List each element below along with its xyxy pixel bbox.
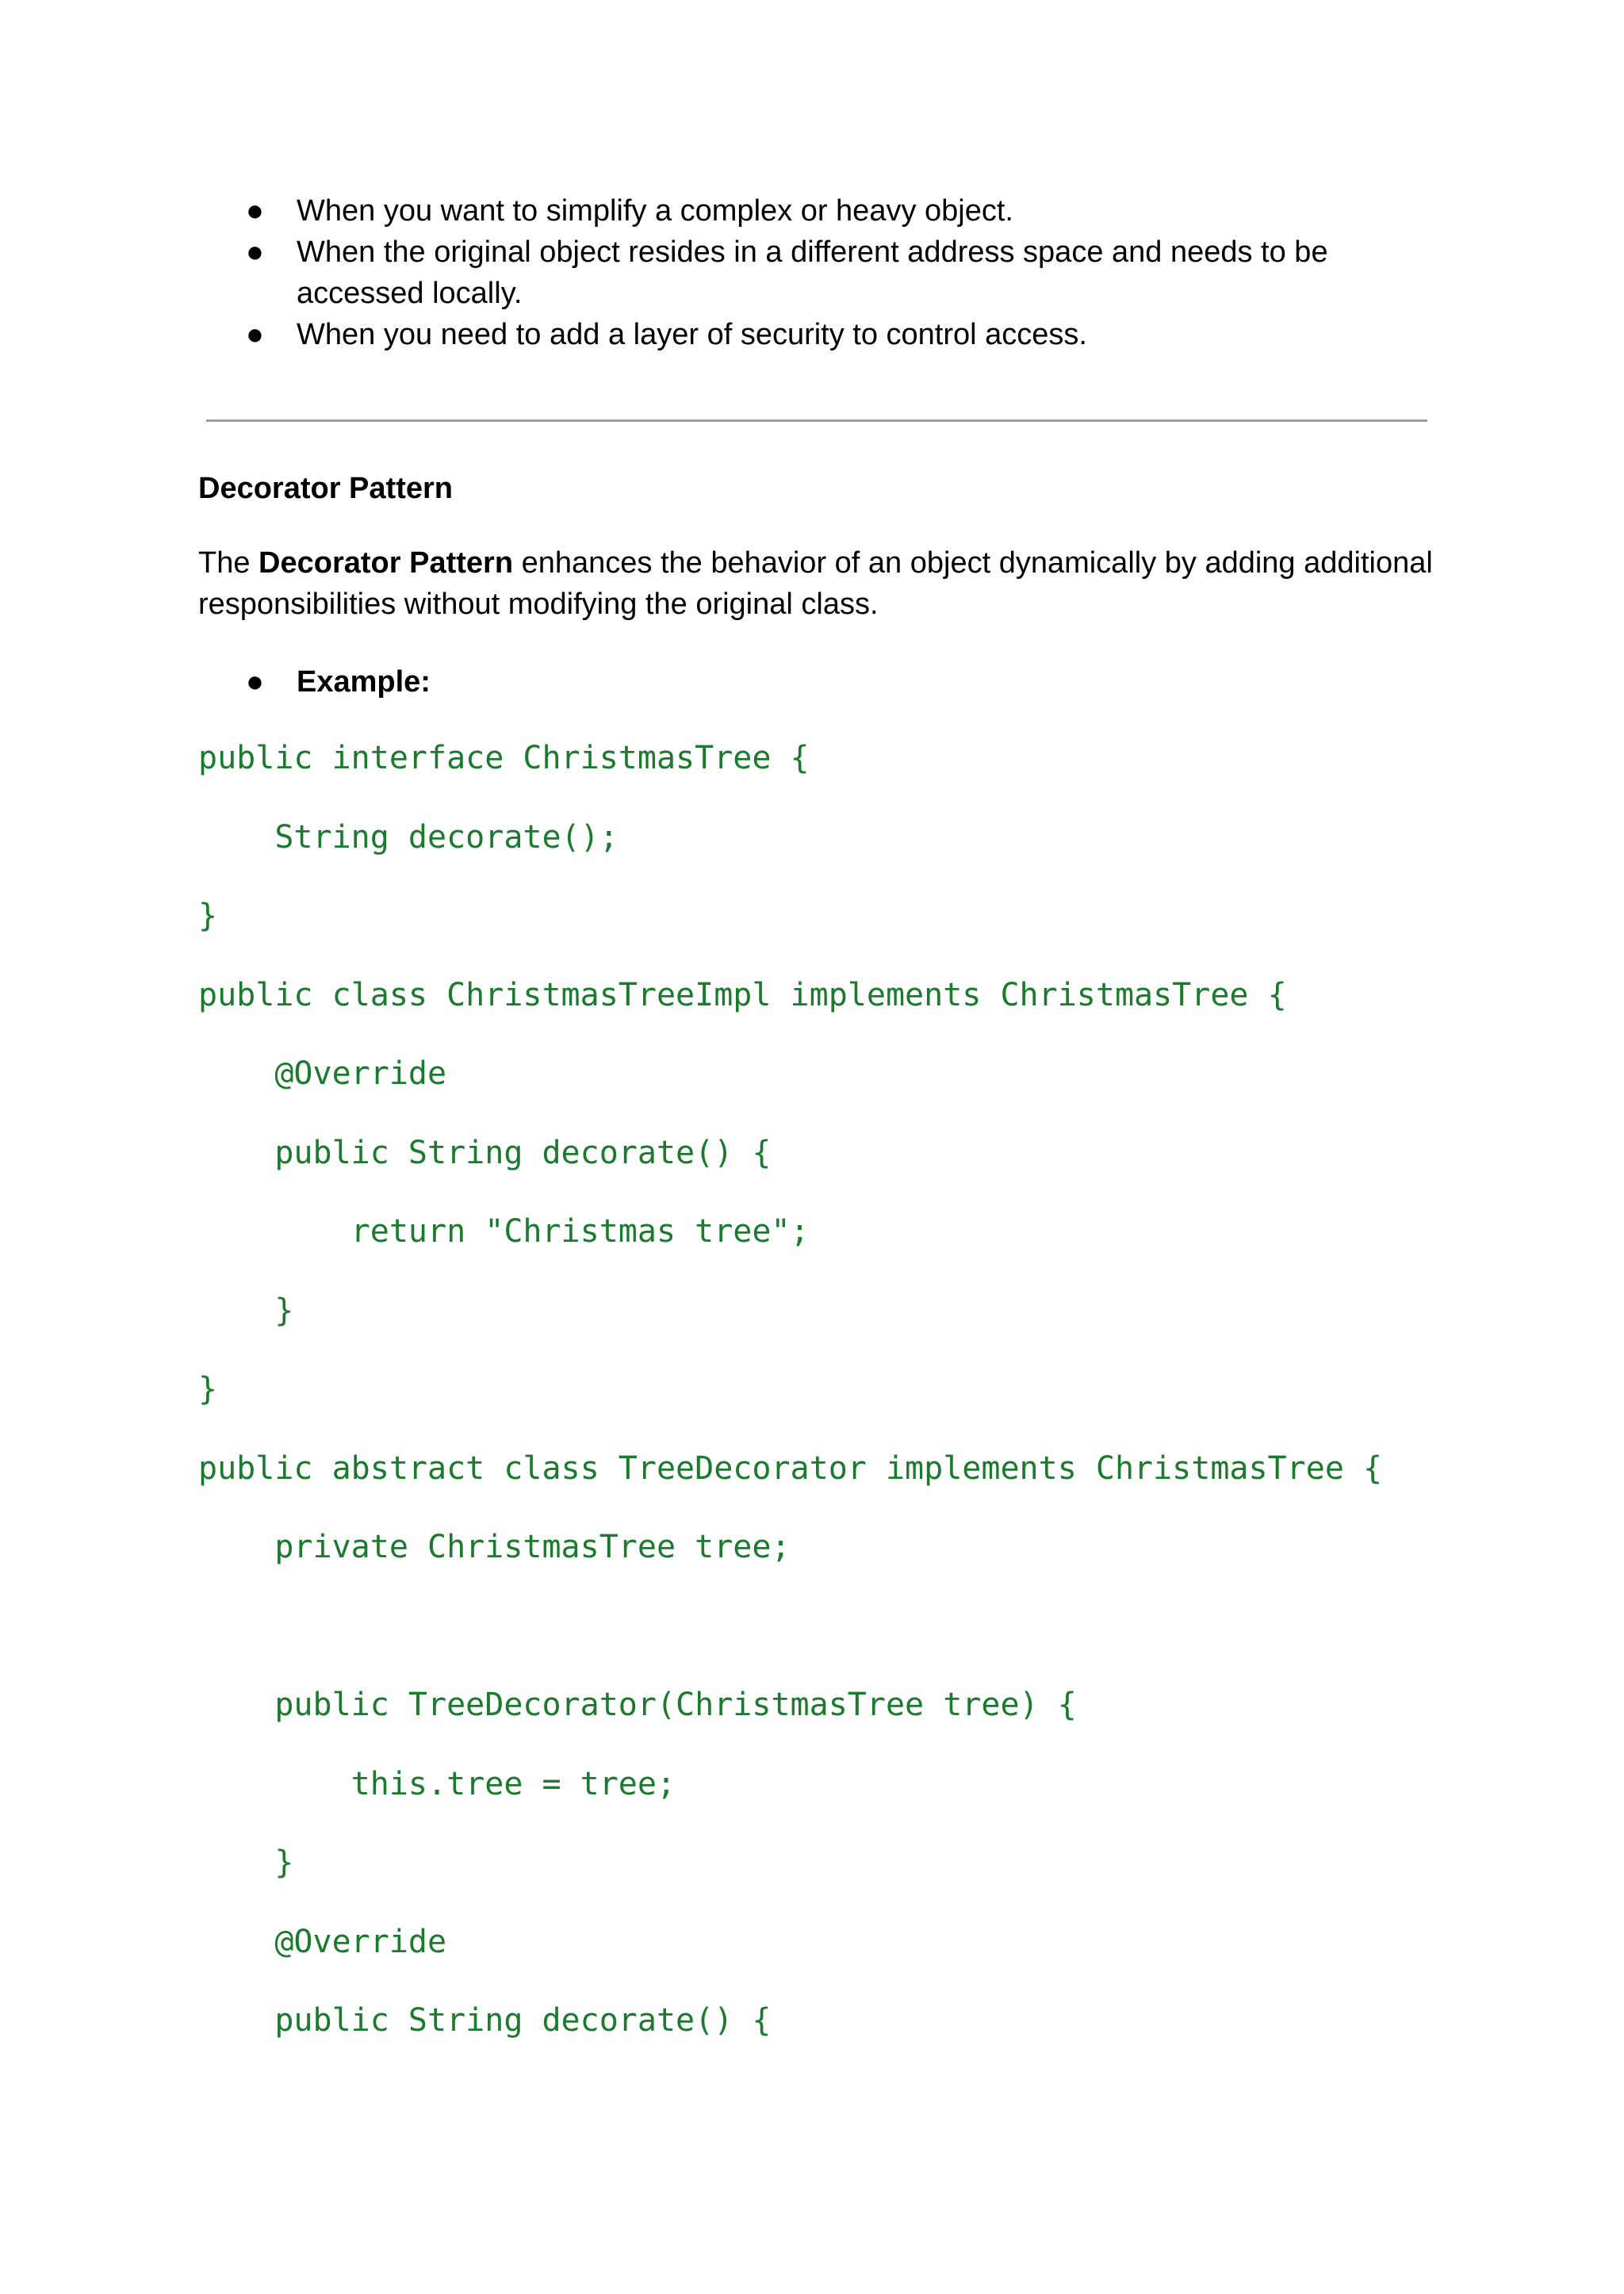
bullet-icon: ● [246,318,264,351]
code-line: this.tree = tree; [198,1765,676,1802]
code-line: } [198,1292,294,1329]
bullet-icon: ● [246,194,264,228]
intro-suffix: enhances the behavior of an object dynamically by adding additional responsibilities without modifying the original class. [198,546,1433,621]
code-line: public TreeDecorator(ChristmasTree tree) { [198,1687,1077,1723]
list-item-text: When the original object resides in a different address space and needs to be accessed locally. [297,236,1328,310]
list-item-text: When you need to add a layer of security to control access. [297,318,1087,351]
code-line: public String decorate() { [198,1134,772,1171]
code-line: private ChristmasTree tree; [198,1529,791,1565]
list-item [198,661,1435,703]
code-line: } [198,1844,294,1881]
example-list [198,661,1435,703]
code-line: } [198,898,218,934]
code-line: public String decorate() { [198,2002,772,2039]
code-line [198,1606,1435,1685]
code-line: @Override [198,1923,447,1960]
code-line: public interface ChristmasTree { [198,740,810,776]
intro-prefix: The [198,546,259,580]
bullet-icon: ● [246,236,264,269]
code-line: @Override [198,1055,447,1092]
proxy-usage-list [198,190,1435,355]
code-line: return "Christmas tree"; [198,1213,810,1250]
code-line: public abstract class TreeDecorator implements ChristmasTree { [198,1450,1383,1487]
intro-bold-term: Decorator Pattern [259,546,514,580]
list-item-text: When you want to simplify a complex or heavy object. [297,194,1013,228]
bullet-icon: ● [246,665,264,699]
code-line: public class ChristmasTreeImpl implements ChristmasTree { [198,976,1287,1013]
section-heading: Decorator Pattern [198,472,453,505]
example-label: Example: [297,665,431,699]
horizontal-divider [206,419,1427,422]
code-line: String decorate(); [198,818,619,856]
list-item [198,190,1435,232]
code-block [198,737,1435,2079]
list-item [198,314,1435,355]
intro-paragraph [198,542,1435,625]
code-line: } [198,1371,218,1407]
list-item [198,232,1435,314]
